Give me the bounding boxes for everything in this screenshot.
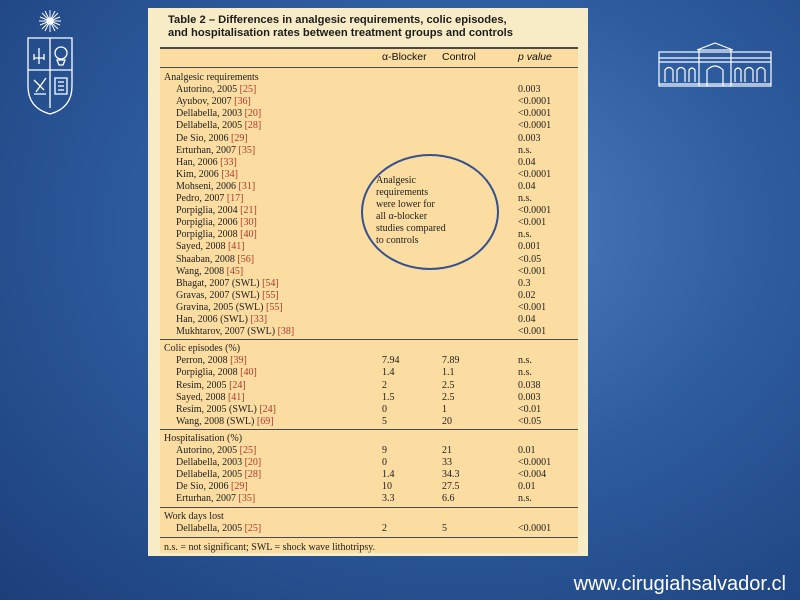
table-row-study — [176, 367, 257, 379]
reference-link: [55] — [265, 301, 283, 313]
study-name: Dellabella, 2005 — [176, 120, 245, 132]
section-heading: Hospitalisation (%) — [164, 432, 243, 444]
blocker-value: 1.4 — [382, 469, 395, 481]
p-value: n.s. — [518, 355, 532, 367]
table-row-study — [176, 254, 254, 266]
column-header-control: Control — [442, 51, 476, 63]
reference-link: [24] — [259, 403, 276, 415]
reference-link: [41] — [227, 391, 245, 403]
study-name: Porpiglia, 2008 — [176, 367, 241, 379]
control-value: 2.5 — [442, 379, 455, 391]
study-name: Dellabella, 2003 — [176, 108, 245, 120]
table-row-study — [176, 481, 248, 493]
table-row-study — [176, 290, 279, 302]
blocker-value: 3.3 — [382, 493, 395, 505]
reference-link: [25] — [239, 84, 257, 96]
p-value: <0.01 — [518, 403, 542, 415]
study-name: Erturhan, 2007 — [176, 144, 239, 156]
p-value: 0.04 — [518, 180, 536, 192]
reference-link: [45] — [226, 265, 244, 277]
blocker-value: 9 — [382, 445, 387, 456]
hospital-building-logo — [655, 40, 775, 90]
study-name: Sayed, 2008 — [176, 391, 228, 403]
p-value: 0.01 — [518, 445, 536, 456]
p-value: <0.05 — [518, 415, 542, 427]
p-value: n.s. — [518, 493, 532, 505]
p-value: <0.0001 — [518, 96, 552, 108]
annotation-line: all α-blocker — [376, 211, 428, 222]
data-table — [160, 47, 578, 553]
blocker-value: 2 — [382, 522, 387, 534]
table-row-study — [176, 84, 256, 96]
table-rule — [160, 507, 578, 508]
table-row-study — [176, 96, 251, 108]
table-row-study — [176, 229, 257, 241]
p-value: n.s. — [518, 367, 532, 379]
reference-link: [20] — [244, 108, 262, 120]
section-heading: Work days lost — [164, 510, 224, 522]
study-name: Gravas, 2007 (SWL) — [176, 289, 263, 301]
study-name: Wang, 2008 — [176, 265, 227, 277]
reference-link: [34] — [221, 168, 238, 180]
reference-link: [54] — [262, 277, 279, 289]
table-row-study — [176, 314, 267, 326]
control-value: 34.3 — [442, 469, 460, 481]
control-value: 6.6 — [442, 493, 455, 505]
table-row-study — [176, 145, 255, 157]
reference-link: [35] — [238, 493, 256, 505]
table-row-study — [176, 181, 255, 193]
study-name: Erturhan, 2007 — [176, 493, 239, 505]
table-row-study — [176, 205, 257, 217]
study-name: Pedro, 2007 — [176, 193, 227, 204]
table-row-study — [176, 266, 243, 278]
p-value: n.s. — [518, 193, 532, 204]
reference-link: [28] — [244, 120, 262, 132]
table-rule — [160, 67, 578, 68]
blocker-value: 0 — [382, 403, 387, 415]
study-name: Han, 2006 — [176, 156, 221, 168]
table-row-study — [176, 169, 238, 181]
reference-link: [40] — [240, 367, 257, 379]
reference-link: [20] — [244, 457, 262, 469]
section-heading: Analgesic requirements — [164, 72, 259, 83]
table-row-study — [176, 404, 276, 416]
table-row-study — [176, 302, 283, 314]
annotation-line: to controls — [376, 235, 419, 246]
p-value: <0.004 — [518, 469, 547, 481]
p-value: 0.02 — [518, 289, 536, 301]
study-name: Porpiglia, 2008 — [176, 229, 241, 241]
study-name: Autorino, 2005 — [176, 84, 240, 96]
table-row-study — [176, 416, 274, 428]
reference-link: [39] — [230, 355, 247, 367]
table-row-study — [176, 278, 279, 290]
study-name: Autorino, 2005 — [176, 445, 240, 456]
table-row-study — [176, 120, 261, 132]
table-row-study — [176, 355, 247, 367]
study-name: Sayed, 2008 — [176, 241, 228, 253]
reference-link: [55] — [262, 289, 279, 301]
p-value: <0.0001 — [518, 168, 552, 180]
p-value: 0.04 — [518, 156, 536, 168]
study-name: Shaaban, 2008 — [176, 253, 238, 265]
university-crest-logo — [22, 8, 78, 116]
table-row-study — [176, 157, 237, 169]
p-value: <0.0001 — [518, 522, 552, 534]
control-value: 33 — [442, 457, 452, 469]
reference-link: [21] — [240, 205, 257, 217]
blocker-value: 5 — [382, 415, 387, 427]
annotation-line: were lower for — [376, 199, 435, 210]
reference-link: [33] — [220, 156, 237, 168]
blocker-value: 7.94 — [382, 355, 400, 367]
study-name: Porpiglia, 2004 — [176, 205, 241, 217]
p-value: <0.001 — [518, 265, 547, 277]
p-value: 0.003 — [518, 84, 541, 96]
section-heading: Colic episodes (%) — [164, 343, 241, 355]
p-value: <0.0001 — [518, 205, 552, 217]
table-row-study — [176, 392, 245, 404]
table-rule — [160, 537, 578, 538]
study-name: Wang, 2008 (SWL) — [176, 415, 257, 427]
study-name: Dellabella, 2003 — [176, 457, 245, 469]
reference-link: [29] — [231, 481, 248, 493]
study-name: Resim, 2005 — [176, 379, 230, 391]
table-title — [168, 14, 578, 40]
study-name: Dellabella, 2005 — [176, 522, 245, 534]
p-value: <0.0001 — [518, 108, 552, 120]
table-title-line-1: Table 2 – Differences in analgesic requirements, colic episodes, — [168, 14, 507, 26]
control-value: 7.89 — [442, 355, 460, 367]
table-row-study — [176, 133, 248, 145]
p-value: <0.0001 — [518, 457, 552, 469]
p-value: <0.0001 — [518, 120, 552, 132]
table-row-study — [176, 493, 255, 505]
p-value: <0.05 — [518, 253, 542, 265]
column-header-p-value: p value — [518, 51, 552, 63]
p-value: 0.01 — [518, 481, 536, 493]
table-row-study — [176, 457, 261, 469]
table-rule — [160, 339, 578, 340]
blocker-value: 1.5 — [382, 391, 395, 403]
study-name: Dellabella, 2005 — [176, 469, 245, 481]
annotation-line: studies compared — [376, 223, 446, 234]
study-name: Ayubov, 2007 — [176, 96, 235, 108]
blocker-value: 10 — [382, 481, 392, 493]
p-value: 0.04 — [518, 314, 536, 325]
p-value: 0.003 — [518, 391, 541, 403]
table-footnote: n.s. = not significant; SWL = shock wave lithotripsy. — [164, 541, 376, 553]
p-value: n.s. — [518, 144, 532, 156]
study-name: De Sio, 2006 — [176, 481, 231, 493]
study-name: Resim, 2005 (SWL) — [176, 403, 260, 415]
table-row-study — [176, 326, 294, 338]
highlight-circle — [361, 154, 499, 270]
control-value: 2.5 — [442, 391, 455, 403]
p-value: 0.001 — [518, 241, 541, 253]
study-name: Kim, 2006 — [176, 168, 222, 180]
control-value: 5 — [442, 522, 447, 534]
table-row-study — [176, 469, 261, 481]
reference-link: [24] — [229, 379, 246, 391]
reference-link: [41] — [227, 241, 245, 253]
table-rule — [160, 47, 578, 49]
p-value: <0.001 — [518, 301, 547, 313]
reference-link: [29] — [231, 132, 248, 144]
study-name: De Sio, 2006 — [176, 132, 231, 144]
p-value: 0.038 — [518, 379, 541, 391]
control-value: 21 — [442, 445, 452, 456]
study-name: Perron, 2008 — [176, 355, 231, 367]
reference-link: [31] — [238, 180, 256, 192]
table-row-study — [176, 523, 261, 535]
reference-link: [35] — [238, 144, 256, 156]
table-row-study — [176, 380, 246, 392]
reference-link: [17] — [226, 193, 244, 204]
annotation-line: requirements — [376, 187, 429, 198]
reference-link: [28] — [244, 469, 262, 481]
table-card — [148, 8, 588, 556]
study-name: Porpiglia, 2006 — [176, 217, 241, 229]
reference-link: [25] — [244, 522, 262, 534]
control-value: 20 — [442, 415, 452, 427]
table-row-study — [176, 445, 256, 457]
blocker-value: 2 — [382, 379, 387, 391]
study-name: Han, 2006 (SWL) — [176, 314, 251, 325]
control-value: 1 — [442, 403, 447, 415]
blocker-value: 1.4 — [382, 367, 395, 379]
website-url: www.cirugiahsalvador.cl — [573, 573, 786, 595]
study-name: Gravina, 2005 (SWL) — [176, 301, 266, 313]
table-row-study — [176, 193, 244, 205]
reference-link: [36] — [234, 96, 251, 108]
reference-link: [25] — [239, 445, 257, 456]
p-value: 0.3 — [518, 277, 531, 289]
control-value: 27.5 — [442, 481, 460, 493]
p-value: 0.003 — [518, 132, 541, 144]
blocker-value: 0 — [382, 457, 387, 469]
table-row-study — [176, 108, 261, 120]
study-name: Bhagat, 2007 (SWL) — [176, 277, 263, 289]
reference-link: [30] — [240, 217, 257, 229]
p-value: <0.001 — [518, 217, 547, 229]
column-header-blocker: α-Blocker — [382, 51, 427, 63]
study-name: Mohseni, 2006 — [176, 180, 239, 192]
control-value: 1.1 — [442, 367, 455, 379]
reference-link: [56] — [237, 253, 255, 265]
p-value: <0.001 — [518, 326, 547, 338]
annotation-line: Analgesic — [376, 175, 416, 186]
reference-link: [40] — [240, 229, 257, 241]
table-title-line-2: and hospitalisation rates between treatment groups and controls — [168, 27, 514, 39]
table-row-study — [176, 241, 245, 253]
table-row-study — [176, 217, 257, 229]
table-rule — [160, 429, 578, 430]
reference-link: [38] — [277, 326, 295, 338]
reference-link: [33] — [250, 314, 268, 325]
p-value: n.s. — [518, 229, 532, 241]
reference-link: [69] — [256, 415, 274, 427]
study-name: Mukhtarov, 2007 (SWL) — [176, 326, 278, 338]
